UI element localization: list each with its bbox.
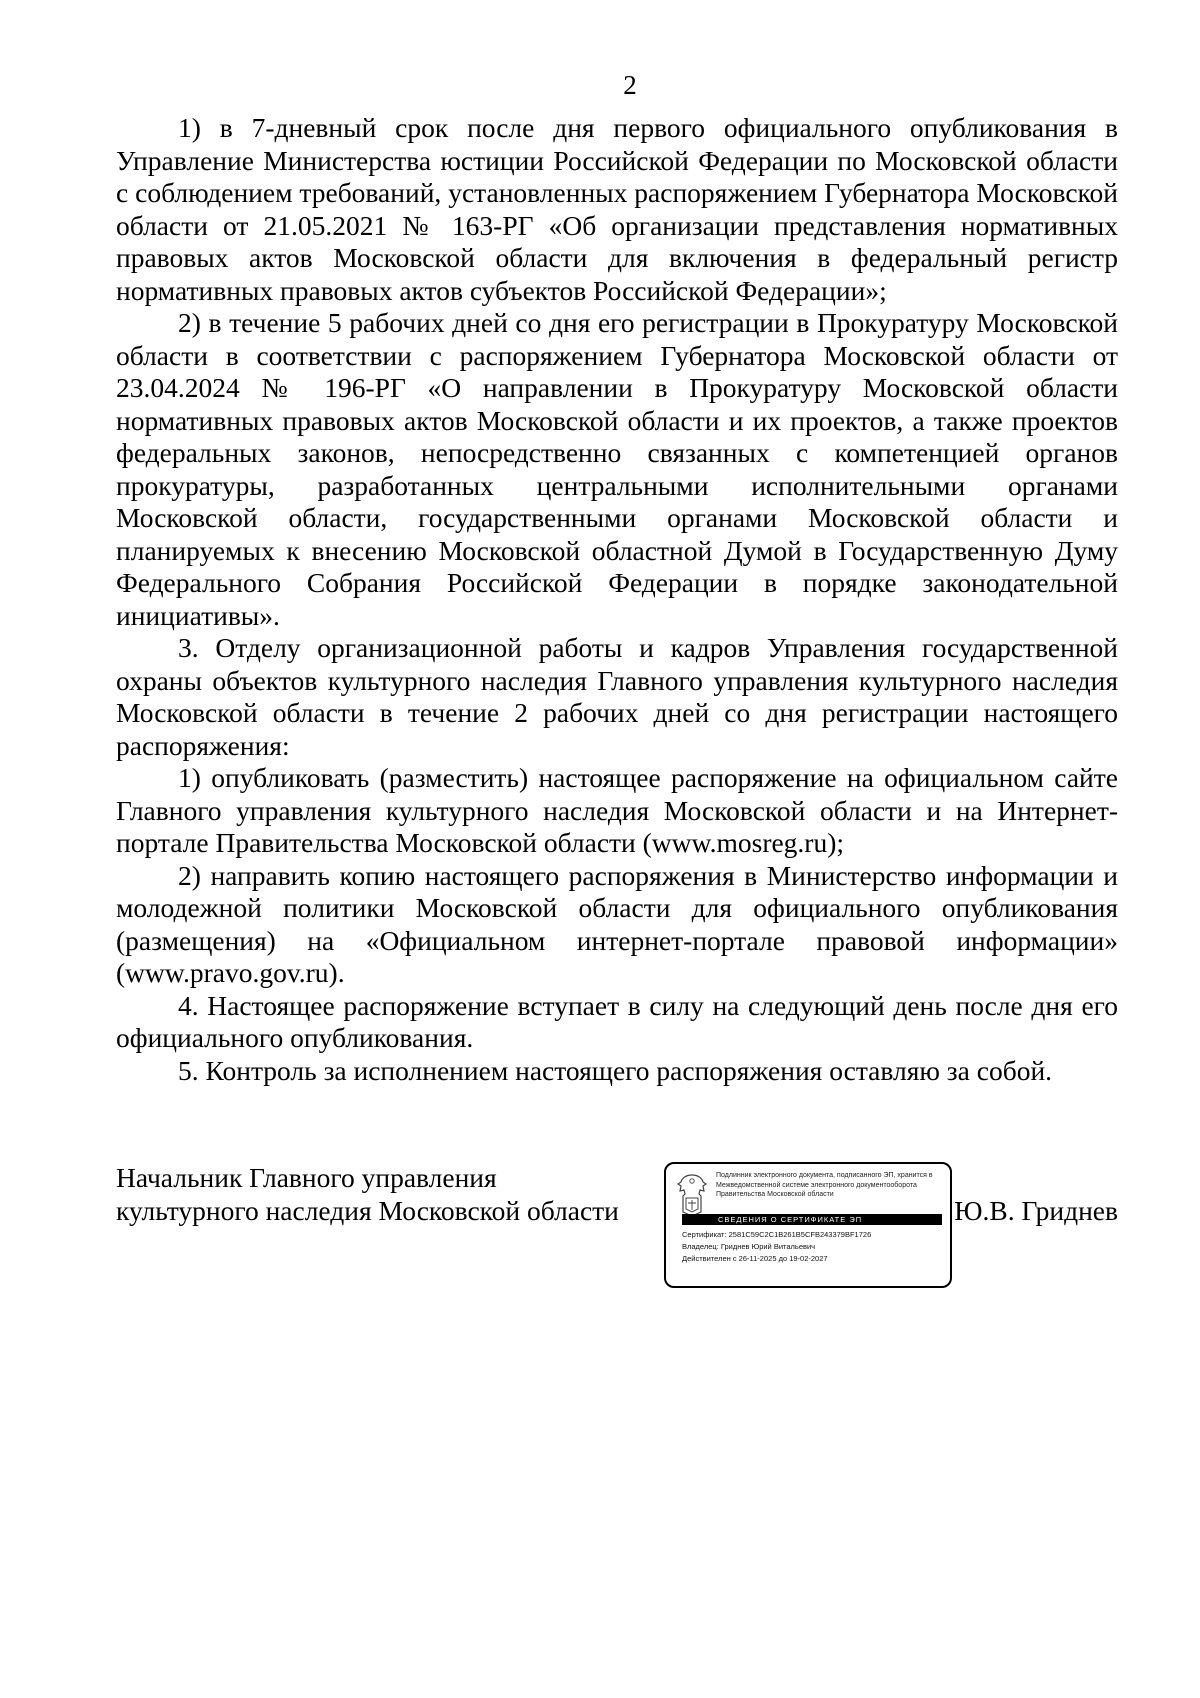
signatory-title-line: Начальник Главного управления bbox=[116, 1162, 497, 1193]
signature-block bbox=[116, 1162, 1118, 1302]
signatory-title-line: культурного наследия Московской области bbox=[116, 1194, 619, 1226]
electronic-signature-stamp bbox=[664, 1162, 952, 1288]
stamp-validity: Действителен с 26-11-2025 до 19-02-2027 bbox=[682, 1254, 828, 1263]
page-number: 2 bbox=[623, 70, 637, 100]
paragraph: 3. Отделу организационной работы и кадров Управления государственной охраны объектов культурного наследия Главного управления культурного наследия Московской области в течение 2 рабочих дней со дня регистрации настоящего распоряжения: bbox=[116, 632, 1118, 761]
stamp-header: СВЕДЕНИЯ О СЕРТИФИКАТЕ ЭП bbox=[682, 1214, 942, 1225]
stamp-owner: Владелец: Гриднев Юрий Витальевич bbox=[682, 1242, 816, 1251]
stamp-certificate: Сертификат: 2581C59C2C1B261B5CFB243379BF1726 bbox=[682, 1230, 872, 1239]
paragraph: 2) направить копию настоящего распоряжения в Министерство информации и молодежной политики Московской области для официального опубликования (размещения) на «Официальном интернет-портале правовой информации» (www.pravo.gov.ru). bbox=[116, 859, 1118, 988]
paragraph: 2) в течение 5 рабочих дней со дня его регистрации в Прокуратуру Московской области в соответствии с распоряжением Губернатора Московской области от 23.04.2024 № 196-РГ «О направлении в Прокуратуру Московской области нормативных правовых актов Московской области и их проектов, а также проектов федеральных законов, непосредственно связанных с компетенцией органов прокуратуры, разработанных центральными исполнительными органами Московской области, государственными органами Московской области и планируемых к внесению Московской областной Думой в Государственную Думу Федерального Собрания Российской Федерации в порядке законодательной инициативы». bbox=[116, 307, 1118, 631]
paragraph: 4. Настоящее распоряжение вступает в силу на следующий день после дня его официального опубликования. bbox=[116, 989, 1118, 1053]
stamp-notice-text: Подлинник электронного документа, подписанного ЭП, хранится в Межведомственной системе электронного документооборота Правительства Московской области bbox=[716, 1172, 933, 1198]
paragraph: 1) опубликовать (разместить) настоящее распоряжение на официальном сайте Главного управления культурного наследия Московской области и на Интернет-портале Правительства Московской области (www.mosreg.ru); bbox=[116, 762, 1118, 858]
paragraph: 5. Контроль за исполнением настоящего распоряжения оставляю за собой. bbox=[178, 1054, 1053, 1086]
document-body bbox=[116, 112, 1118, 1087]
signatory-title bbox=[116, 1162, 619, 1227]
coat-of-arms-emblem-icon bbox=[676, 1172, 708, 1218]
signatory-name: Ю.В. Гриднев bbox=[954, 1195, 1118, 1226]
paragraph: 1) в 7-дневный срок после дня первого официального опубликования в Управление Министерства юстиции Российской Федерации по Московской области с соблюдением требований, установленных распоряжением Губернатора Московской области от 21.05.2021 № 163-РГ «Об организации представления нормативных правовых актов Московской области для включения в федеральный регистр нормативных правовых актов субъектов Российской Федерации»; bbox=[116, 112, 1118, 306]
